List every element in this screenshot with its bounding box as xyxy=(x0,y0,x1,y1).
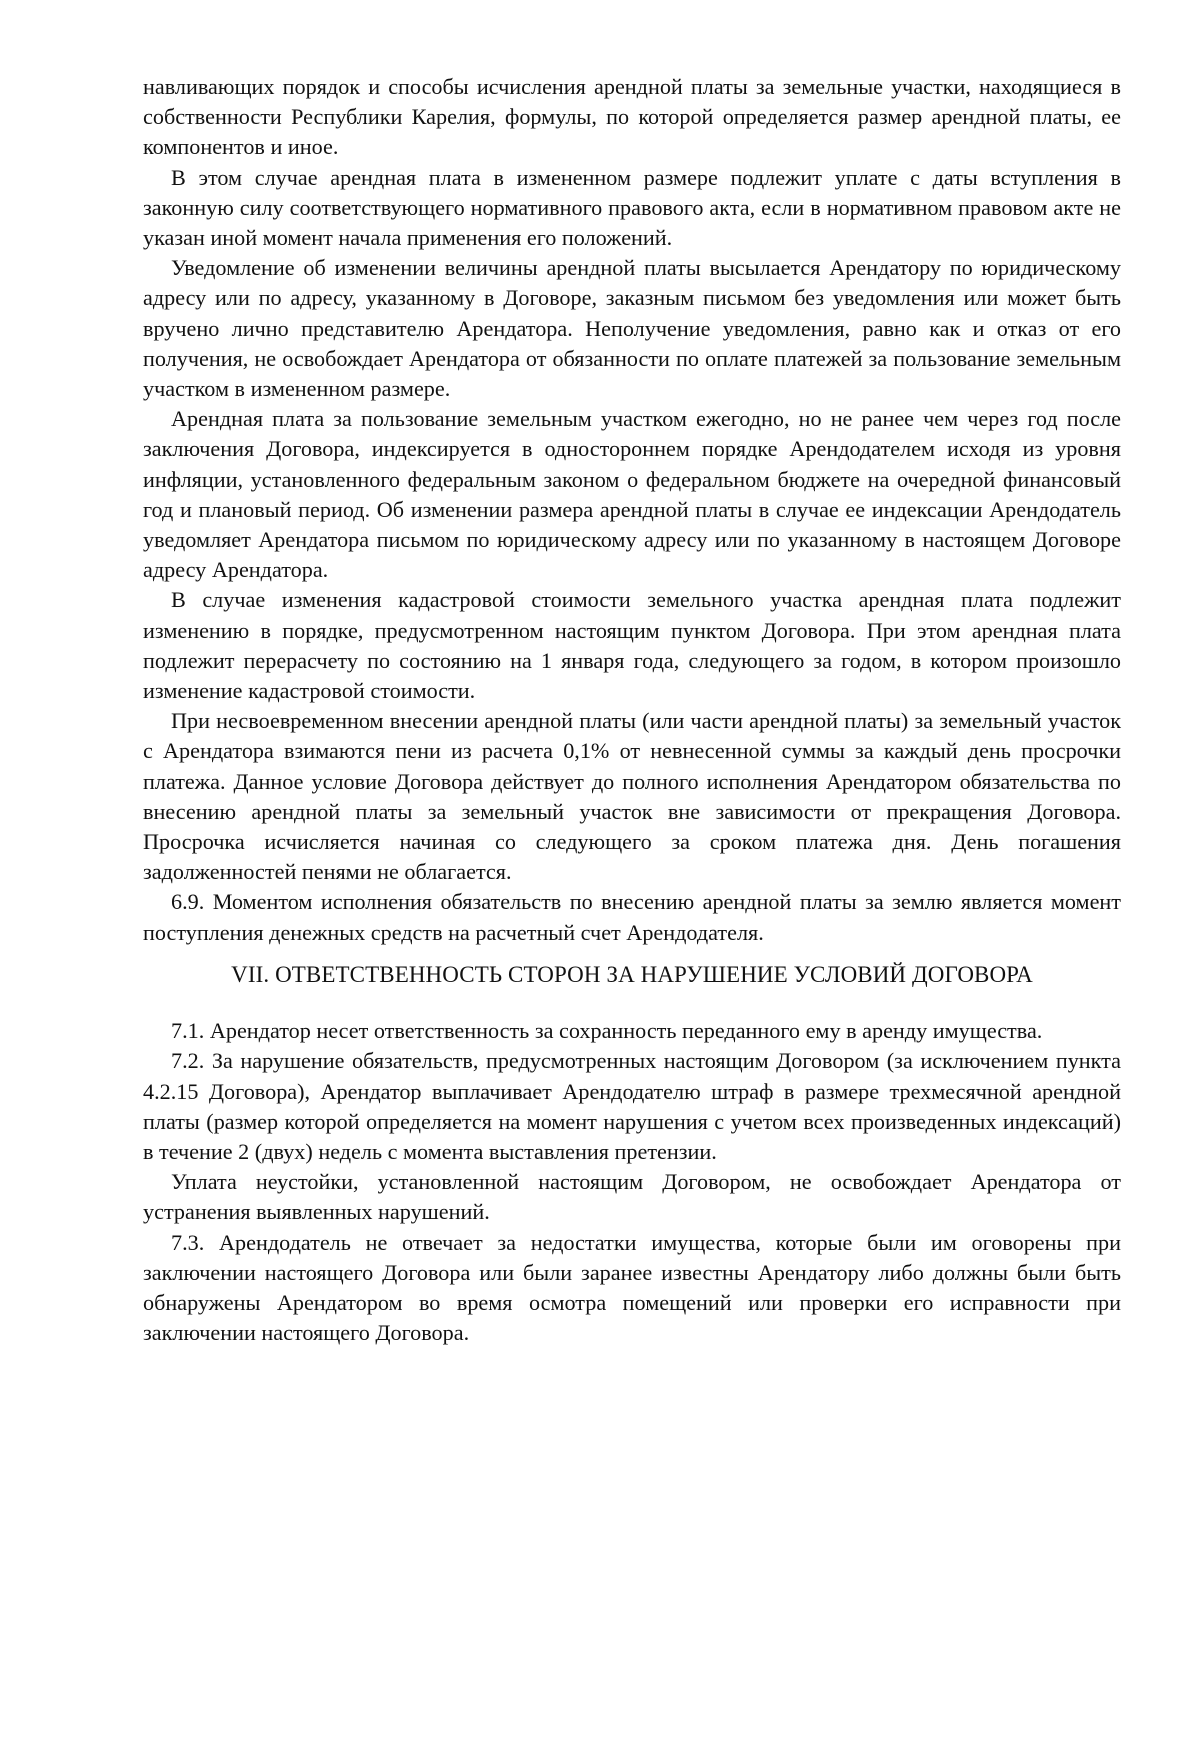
paragraph-effective-date: В этом случае арендная плата в измененном размере подлежит уплате с даты вступления в законную силу соответствующего нормативного правового акта, если в нормативном правовом акте не указан иной момент начала применения его положений. xyxy=(143,164,1121,251)
paragraph-7-3: 7.3. Арендодатель не отвечает за недостатки имущества, которые были им оговорены при заключении настоящего Договора или были заранее известны Арендатору либо должны были быть обнаружены Арендатором во время осмотра помещений или проверки его исправности при заключении настоящего Договора. xyxy=(143,1229,1121,1346)
paragraph-cadastral-value: В случае изменения кадастровой стоимости земельного участка арендная плата подлежит изменению в порядке, предусмотренном настоящим пунктом Договора. При этом арендная плата подлежит перерасчету по состоянию на 1 января года, следующего за годом, в котором произошло изменение кадастровой стоимости. xyxy=(143,587,1121,704)
document-text-block xyxy=(143,72,1121,1348)
paragraph-7-1: 7.1. Арендатор несет ответственность за сохранность переданного ему в аренду имущества. xyxy=(171,1018,1043,1044)
paragraph-6-9: 6.9. Моментом исполнения обязательств по внесению арендной платы за землю является момент поступления денежных средств на расчетный счет Арендодателя. xyxy=(143,889,1121,945)
section-heading: VII. ОТВЕТСТВЕННОСТЬ СТОРОН ЗА НАРУШЕНИЕ УСЛОВИЙ ДОГОВОРА xyxy=(231,961,1033,987)
paragraph-7-2: 7.2. За нарушение обязательств, предусмотренных настоящим Договором (за исключением пункта 4.2.15 Договора), Арендатор выплачивает Арендодателю штраф в размере трехмесячной арендной платы (размер которой определяется на момент нарушения с учетом всех произведенных индексаций) в течение 2 (двух) недель с момента выставления претензии. xyxy=(143,1048,1121,1164)
paragraph-notification: Уведомление об изменении величины арендной платы высылается Арендатору по юридическому адресу или по адресу, указанному в Договоре, заказным письмом без уведомления или может быть вручено лично представителю Арендатора. Неполучение уведомления, равно как и отказ от его получения, не освобождает Арендатора от обязанности по оплате платежей за пользование земельным участком в измененном размере. xyxy=(143,255,1121,402)
paragraph-forfeit: Уплата неустойки, установленной настоящим Договором, не освобождает Арендатора от устранения выявленных нарушений. xyxy=(143,1169,1121,1225)
paragraph-continuation: навливающих порядок и способы исчисления арендной платы за земельные участки, находящиеся в собственности Республики Карелия, формулы, по которой определяется размер арендной платы, ее компонентов и иное. xyxy=(143,74,1121,160)
paragraph-indexation: Арендная плата за пользование земельным участком ежегодно, но не ранее чем через год после заключения Договора, индексируется в одностороннем порядке Арендодателем исходя из уровня инфляции, установленного федеральным законом о федеральном бюджете на очередной финансовый год и плановый период. Об изменении размера арендной платы в случае ее индексации Арендодатель уведомляет Арендатора письмом по юридическому адресу или по указанному в настоящем Договоре адресу Арендатора. xyxy=(143,406,1121,583)
paragraph-penalty: При несвоевременном внесении арендной платы (или части арендной платы) за земельный участок с Арендатора взимаются пени из расчета 0,1% от невнесенной суммы за каждый день просрочки платежа. Данное условие Договора действует до полного исполнения Арендатором обязательства по внесению арендной платы за земельный участок вне зависимости от прекращения Договора. Просрочка исчисляется начиная со следующего за сроком платежа дня. День погашения задолженностей пенями не облагается. xyxy=(143,708,1121,885)
